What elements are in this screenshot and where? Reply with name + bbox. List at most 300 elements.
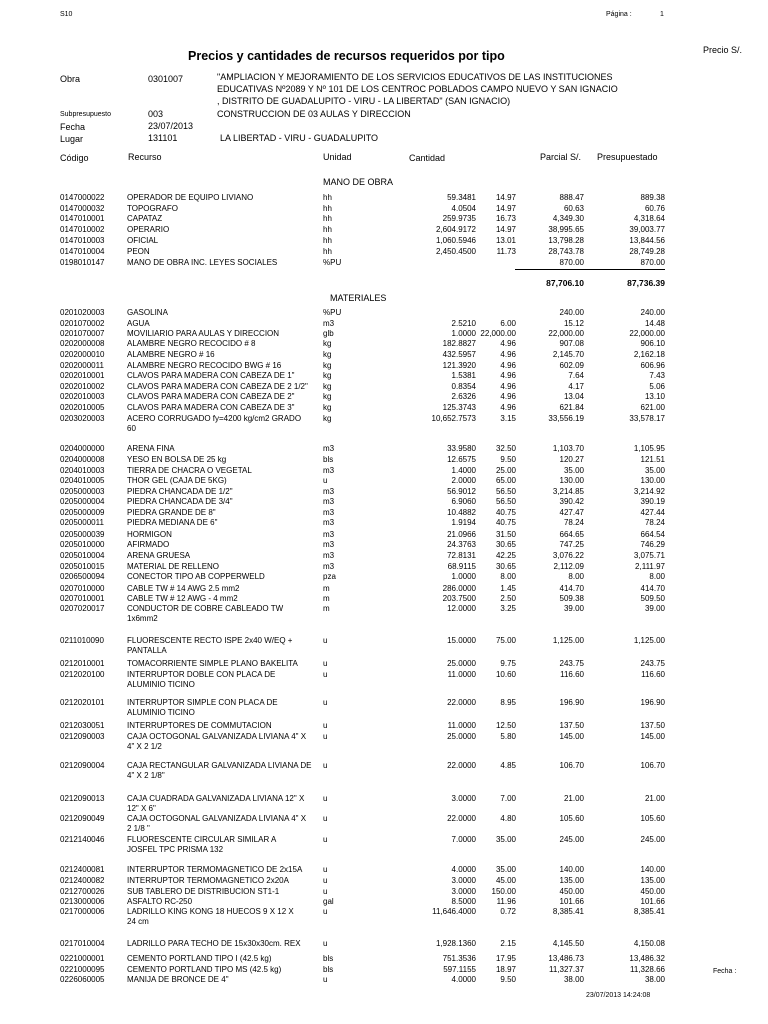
resource-unit: u <box>323 659 328 668</box>
resource-partial: 13,486.73 <box>548 954 584 963</box>
resource-quantity: 2,604.9172 <box>435 225 476 234</box>
resource-quantity: 1,060.5946 <box>435 236 476 245</box>
mano-obra-total-partial: 87,706.10 <box>546 278 584 288</box>
resource-price: 150.00 <box>491 887 516 896</box>
resource-code: 0207010000 <box>60 584 105 593</box>
resource-price: 3.25 <box>500 604 516 613</box>
resource-partial: 28,743.78 <box>548 247 584 256</box>
resource-code: 0205010004 <box>60 551 105 560</box>
resource-quantity: 11.0000 <box>447 670 476 679</box>
resource-budgeted: 35.00 <box>644 466 665 475</box>
lugar-desc: LA LIBERTAD - VIRU - GUADALUPITO <box>220 133 379 143</box>
resource-partial: 243.75 <box>559 659 584 668</box>
resource-description: FLUORESCENTE RECTO ISPE 2x40 W/EQ + <box>127 636 293 645</box>
resource-unit: u <box>323 761 328 770</box>
resource-code: 0201020003 <box>60 308 105 317</box>
resource-quantity: 1.0000 <box>451 572 476 581</box>
resource-price: 3.15 <box>500 414 516 423</box>
resource-unit: m3 <box>323 319 335 328</box>
resource-partial: 390.42 <box>559 497 584 506</box>
resource-partial: 4.17 <box>568 382 584 391</box>
resource-unit: hh <box>323 204 332 213</box>
resource-description: OPERARIO <box>127 225 170 234</box>
resource-quantity: 33.9580 <box>447 444 476 453</box>
resource-unit: hh <box>323 236 332 245</box>
system-code: S10 <box>60 11 73 18</box>
resource-code: 0147010002 <box>60 225 105 234</box>
resource-budgeted: 101.66 <box>640 897 665 906</box>
resource-budgeted: 427.44 <box>640 508 665 517</box>
resource-unit: kg <box>323 392 332 401</box>
resource-description: SUB TABLERO DE DISTRIBUCION ST1-1 <box>127 887 280 896</box>
resource-code: 0213000006 <box>60 897 105 906</box>
resource-partial: 245.00 <box>559 835 584 844</box>
resource-description: GASOLINA <box>127 308 168 317</box>
resource-description: CABLE TW # 14 AWG 2.5 mm2 <box>127 584 240 593</box>
resource-description: CLAVOS PARA MADERA CON CABEZA DE 2 1/2" <box>127 382 308 391</box>
resource-budgeted: 28,749.28 <box>629 247 665 256</box>
resource-description: ALAMBRE NEGRO RECOCIDO BWG # 16 <box>127 361 282 370</box>
resource-description: PIEDRA CHANCADA DE 1/2" <box>127 487 233 496</box>
resource-description: TOPOGRAFO <box>127 204 178 213</box>
resource-price: 14.97 <box>495 204 516 213</box>
resource-code: 0147000022 <box>60 193 105 202</box>
resource-code: 0212020100 <box>60 670 105 679</box>
resource-partial: 1,103.70 <box>552 444 584 453</box>
resource-price: 42.25 <box>495 551 516 560</box>
resource-unit: u <box>323 835 328 844</box>
resource-partial: 120.27 <box>559 455 584 464</box>
resource-partial: 3,076.22 <box>552 551 584 560</box>
resource-partial: 137.50 <box>559 721 584 730</box>
resource-description: TIERRA DE CHACRA O VEGETAL <box>127 466 252 475</box>
resource-price: 7.00 <box>500 794 516 803</box>
resource-price: 6.00 <box>500 319 516 328</box>
resource-description: ASFALTO RC-250 <box>127 897 193 906</box>
resource-quantity: 125.3743 <box>442 403 476 412</box>
resource-quantity: 72.8131 <box>447 551 476 560</box>
resource-partial: 602.09 <box>559 361 584 370</box>
resource-partial: 2,145.70 <box>552 350 584 359</box>
resource-quantity: 182.8827 <box>442 339 476 348</box>
resource-description: CAJA OCTOGONAL GALVANIZADA LIVIANA 4" X <box>127 732 307 741</box>
resource-budgeted: 140.00 <box>640 865 665 874</box>
resource-description-continued: ALUMINIO TICINO <box>127 708 195 717</box>
resource-unit: %PU <box>323 308 342 317</box>
resource-quantity: 12.6575 <box>447 455 476 464</box>
resource-description-continued: ALUMINIO TICINO <box>127 680 195 689</box>
resource-partial: 130.00 <box>559 476 584 485</box>
resource-description: INTERRUPTOR TERMOMAGNETICO DE 2x15A <box>127 865 303 874</box>
resource-quantity: 2,450.4500 <box>435 247 476 256</box>
resource-budgeted: 33,578.17 <box>629 414 665 423</box>
resource-partial: 870.00 <box>559 258 584 267</box>
resource-description: ALAMBRE NEGRO # 16 <box>127 350 215 359</box>
col-cantidad: Cantidad <box>409 153 446 163</box>
resource-unit: u <box>323 794 328 803</box>
resource-description: MOVILIARIO PARA AULAS Y DIRECCION <box>127 329 280 338</box>
resource-unit: u <box>323 907 328 916</box>
resource-quantity: 1.0000 <box>451 329 476 338</box>
resource-partial: 13,798.28 <box>548 236 584 245</box>
resource-unit: kg <box>323 414 332 423</box>
resource-code: 0203020003 <box>60 414 105 423</box>
resource-price: 4.85 <box>500 761 516 770</box>
resource-quantity: 0.8354 <box>451 382 476 391</box>
resource-description-continued: 2 1/8 " <box>127 824 150 833</box>
resource-code: 0212090003 <box>60 732 105 741</box>
resource-code: 0147010003 <box>60 236 105 245</box>
resource-quantity: 8.5000 <box>451 897 476 906</box>
resource-description: THOR GEL (CAJA DE 5KG) <box>127 476 227 485</box>
resource-budgeted: 78.24 <box>644 518 665 527</box>
resource-budgeted: 870.00 <box>640 258 665 267</box>
resource-unit: u <box>323 876 328 885</box>
resource-budgeted: 116.60 <box>641 670 665 679</box>
resource-budgeted: 13.10 <box>644 392 665 401</box>
resource-quantity: 286.0000 <box>442 584 476 593</box>
resource-description-continued: PANTALLA <box>127 646 167 655</box>
resource-unit: glb <box>323 329 334 338</box>
resource-unit: u <box>323 887 328 896</box>
resource-description: FLUORESCENTE CIRCULAR SIMILAR A <box>127 835 277 844</box>
resource-partial: 21.00 <box>563 794 584 803</box>
resource-unit: m3 <box>323 540 335 549</box>
resource-quantity: 1.9194 <box>451 518 476 527</box>
resource-quantity: 15.0000 <box>447 636 476 645</box>
resource-price: 5.80 <box>500 732 516 741</box>
obra-code: 0301007 <box>148 74 184 84</box>
resource-budgeted: 2,162.18 <box>633 350 665 359</box>
resource-price: 9.50 <box>500 455 516 464</box>
resource-quantity: 25.0000 <box>447 732 476 741</box>
resource-code: 0212030051 <box>60 721 105 730</box>
footer-fecha-label: Fecha : <box>713 968 737 975</box>
resource-description-continued: 4" X 2 1/8" <box>127 771 165 780</box>
resource-partial: 196.90 <box>559 698 584 707</box>
resource-unit: m3 <box>323 466 335 475</box>
resource-partial: 509.38 <box>559 594 584 603</box>
resource-budgeted: 11,328.66 <box>630 965 665 974</box>
resource-description-continued: 24 cm <box>127 917 149 926</box>
resource-partial: 106.70 <box>559 761 584 770</box>
resource-code: 0202000008 <box>60 339 105 348</box>
resource-budgeted: 245.00 <box>640 835 665 844</box>
resource-unit: u <box>323 636 328 645</box>
resource-price: 0.72 <box>500 907 516 916</box>
resource-quantity: 432.5957 <box>442 350 476 359</box>
resource-description: PIEDRA MEDIANA DE 6" <box>127 518 218 527</box>
fecha-value: 23/07/2013 <box>148 121 194 131</box>
resource-partial: 8,385.41 <box>552 907 584 916</box>
resource-price: 4.96 <box>500 339 516 348</box>
resource-code: 0204010003 <box>60 466 105 475</box>
resource-description-continued: 12" X 6" <box>127 804 156 813</box>
resource-price: 31.50 <box>495 530 516 539</box>
resource-partial: 907.08 <box>559 339 584 348</box>
resource-partial: 116.60 <box>560 670 584 679</box>
resource-description: CAJA CUADRADA GALVANIZADA LIVIANA 12" X <box>127 794 305 803</box>
resource-budgeted: 746.29 <box>640 540 665 549</box>
resource-partial: 101.66 <box>559 897 584 906</box>
resource-code: 0147010001 <box>60 214 105 223</box>
obra-desc-1: "AMPLIACION Y MEJORAMIENTO DE LOS SERVICIOS EDUCATIVOS DE LAS INSTITUCIONES <box>217 72 613 82</box>
fecha-label: Fecha <box>60 122 86 132</box>
resource-partial: 38.00 <box>563 975 584 984</box>
resource-quantity: 24.3763 <box>447 540 476 549</box>
resource-quantity: 2.5210 <box>451 319 476 328</box>
resource-partial: 427.47 <box>559 508 584 517</box>
resource-price: 4.96 <box>500 361 516 370</box>
resource-price: 40.75 <box>495 508 516 517</box>
resource-code: 0202000011 <box>60 361 104 370</box>
resource-description: CEMENTO PORTLAND TIPO I (42.5 kg) <box>127 954 272 963</box>
resource-description: INTERRUPTOR DOBLE CON PLACA DE <box>127 670 276 679</box>
resource-quantity: 2.6326 <box>451 392 476 401</box>
resource-price: 2.50 <box>500 594 516 603</box>
resource-description: CLAVOS PARA MADERA CON CABEZA DE 3" <box>127 403 295 412</box>
resource-budgeted: 105.60 <box>640 814 665 823</box>
resource-price: 56.50 <box>495 497 516 506</box>
resource-code: 0202010003 <box>60 392 105 401</box>
resource-unit: m3 <box>323 562 335 571</box>
resource-code: 0205000039 <box>60 530 105 539</box>
resource-quantity: 12.0000 <box>447 604 476 613</box>
resource-unit: pza <box>323 572 336 581</box>
resource-partial: 450.00 <box>559 887 584 896</box>
resource-partial: 240.00 <box>559 308 584 317</box>
col-presupuestado: Presupuestado <box>597 152 658 162</box>
resource-quantity: 259.9735 <box>442 214 476 223</box>
resource-budgeted: 664.54 <box>640 530 665 539</box>
subpresupuesto-code: 003 <box>148 109 164 119</box>
resource-partial: 7.64 <box>568 371 584 380</box>
resource-quantity: 2.0000 <box>451 476 476 485</box>
resource-budgeted: 1,125.00 <box>633 636 665 645</box>
resource-partial: 33,556.19 <box>548 414 584 423</box>
resource-price: 16.73 <box>495 214 516 223</box>
resource-description-continued: 60 <box>127 424 136 433</box>
resource-budgeted: 606.96 <box>640 361 665 370</box>
resource-unit: kg <box>323 361 332 370</box>
resource-unit: m3 <box>323 551 335 560</box>
resource-description: ARENA GRUESA <box>127 551 191 560</box>
resource-code: 0204000008 <box>60 455 105 464</box>
resource-price: 4.96 <box>500 382 516 391</box>
resource-price: 17.95 <box>495 954 516 963</box>
resource-price: 8.95 <box>500 698 516 707</box>
resource-partial: 15.12 <box>563 319 584 328</box>
resource-unit: hh <box>323 225 332 234</box>
resource-budgeted: 4,150.08 <box>633 939 665 948</box>
resource-budgeted: 14.48 <box>644 319 665 328</box>
resource-description: CLAVOS PARA MADERA CON CABEZA DE 1" <box>127 371 295 380</box>
resource-budgeted: 906.10 <box>640 339 665 348</box>
col-codigo: Código <box>60 153 89 163</box>
resource-description: LADRILLO PARA TECHO DE 15x30x30cm. REX <box>127 939 301 948</box>
col-unidad: Unidad <box>323 152 352 162</box>
resource-partial: 664.65 <box>559 530 584 539</box>
resource-price: 4.80 <box>500 814 516 823</box>
resource-price: 2.15 <box>500 939 516 948</box>
resource-budgeted: 243.75 <box>640 659 665 668</box>
resource-budgeted: 39,003.77 <box>629 225 665 234</box>
footer-timestamp: 23/07/2013 14:24:08 <box>586 992 651 999</box>
resource-price: 18.97 <box>495 965 516 974</box>
resource-quantity: 22.0000 <box>447 761 476 770</box>
resource-description: MATERIAL DE RELLENO <box>127 562 220 571</box>
resource-unit: m <box>323 594 330 603</box>
resource-price: 75.00 <box>495 636 516 645</box>
resource-code: 0201070007 <box>60 329 105 338</box>
resource-price: 45.00 <box>495 876 516 885</box>
resource-code: 0226060005 <box>60 975 105 984</box>
resource-unit: kg <box>323 339 332 348</box>
resource-unit: kg <box>323 382 332 391</box>
resource-description: ACERO CORRUGADO fy=4200 kg/cm2 GRADO <box>127 414 302 423</box>
resource-quantity: 3.0000 <box>451 887 476 896</box>
resource-partial: 3,214.85 <box>552 487 584 496</box>
resource-description: HORMIGON <box>127 530 172 539</box>
resource-unit: m3 <box>323 508 335 517</box>
resource-partial: 8.00 <box>568 572 584 581</box>
resource-budgeted: 1,105.95 <box>633 444 665 453</box>
resource-quantity: 25.0000 <box>447 659 476 668</box>
resource-partial: 140.00 <box>559 865 584 874</box>
obra-desc-3: , DISTRITO DE GUADALUPITO - VIRU - LA LIBERTAD" (SAN IGNACIO) <box>217 96 511 106</box>
resource-unit: u <box>323 670 328 679</box>
resource-description: CAJA OCTOGONAL GALVANIZADA LIVIANA 4" X <box>127 814 307 823</box>
resource-quantity: 1.4000 <box>451 466 476 475</box>
resource-quantity: 1,928.1360 <box>435 939 476 948</box>
resource-partial: 888.47 <box>559 193 584 202</box>
resource-budgeted: 137.50 <box>640 721 665 730</box>
resource-quantity: 4.0000 <box>451 975 476 984</box>
resource-code: 0205000011 <box>60 518 104 527</box>
resource-code: 0212090049 <box>60 814 105 823</box>
resource-partial: 145.00 <box>559 732 584 741</box>
resource-code: 0205010015 <box>60 562 105 571</box>
resource-unit: gal <box>323 897 334 906</box>
resource-quantity: 11,646.4000 <box>432 907 476 916</box>
resource-partial: 4,349.30 <box>552 214 584 223</box>
resource-partial: 13.04 <box>563 392 584 401</box>
resource-quantity: 56.9012 <box>447 487 476 496</box>
resource-budgeted: 4,318.64 <box>633 214 665 223</box>
resource-unit: u <box>323 476 328 485</box>
resource-unit: m3 <box>323 444 335 453</box>
resource-budgeted: 8,385.41 <box>633 907 665 916</box>
resource-description: INTERRUPTOR TERMOMAGNETICO 2x20A <box>127 876 289 885</box>
resource-unit: m3 <box>323 518 335 527</box>
resource-description-continued: 4" X 2 1/2 <box>127 742 162 751</box>
resource-description: CONDUCTOR DE COBRE CABLEADO TW <box>127 604 284 613</box>
resource-partial: 11,327.37 <box>549 965 584 974</box>
resource-unit: hh <box>323 193 332 202</box>
resource-price: 30.65 <box>495 540 516 549</box>
subpresupuesto-label: Subpresupuesto <box>60 111 111 118</box>
resource-partial: 60.63 <box>563 204 584 213</box>
resource-price: 4.96 <box>500 371 516 380</box>
resource-price: 13.01 <box>495 236 516 245</box>
resource-quantity: 11.0000 <box>447 721 476 730</box>
resource-quantity: 751.3536 <box>442 954 476 963</box>
resource-partial: 2,112.09 <box>553 562 584 571</box>
resource-budgeted: 38.00 <box>644 975 665 984</box>
subpresupuesto-desc: CONSTRUCCION DE 03 AULAS Y DIRECCION <box>217 109 411 119</box>
resource-code: 0147010004 <box>60 247 105 256</box>
resource-description: MANIJA DE BRONCE DE 4" <box>127 975 229 984</box>
resource-price: 40.75 <box>495 518 516 527</box>
resource-price: 30.65 <box>495 562 516 571</box>
resource-code: 0198010147 <box>60 258 105 267</box>
resource-unit: u <box>323 698 328 707</box>
resource-budgeted: 2,111.97 <box>635 562 665 571</box>
mano-obra-total-budget: 87,736.39 <box>627 278 665 288</box>
resource-code: 0147000032 <box>60 204 105 213</box>
resource-unit: m3 <box>323 497 335 506</box>
resource-partial: 22,000.00 <box>548 329 584 338</box>
page-title: Precios y cantidades de recursos requeridos por tipo <box>188 49 505 63</box>
resource-budgeted: 60.76 <box>644 204 665 213</box>
resource-description: ARENA FINA <box>127 444 175 453</box>
resource-quantity: 203.7500 <box>442 594 476 603</box>
col-recurso: Recurso <box>128 152 162 162</box>
resource-price: 4.96 <box>500 403 516 412</box>
resource-code: 0212700026 <box>60 887 105 896</box>
resource-code: 0212400081 <box>60 865 105 874</box>
lugar-code: 131101 <box>148 133 178 143</box>
resource-description: PIEDRA CHANCADA DE 3/4" <box>127 497 233 506</box>
resource-code: 0217010004 <box>60 939 105 948</box>
obra-label: Obra <box>60 74 81 84</box>
resource-description: AGUA <box>127 319 150 328</box>
resource-description: LADRILLO KING KONG 18 HUECOS 9 X 12 X <box>127 907 294 916</box>
resource-price: 10.60 <box>495 670 516 679</box>
resource-partial: 414.70 <box>559 584 584 593</box>
lugar-label: Lugar <box>60 134 84 144</box>
resource-code: 0212010001 <box>60 659 105 668</box>
resource-budgeted: 8.00 <box>649 572 665 581</box>
resource-quantity: 4.0000 <box>451 865 476 874</box>
resource-price: 14.97 <box>495 193 516 202</box>
resource-budgeted: 889.38 <box>640 193 665 202</box>
resource-unit: kg <box>323 371 332 380</box>
resource-code: 0202010001 <box>60 371 105 380</box>
resource-partial: 38,995.65 <box>548 225 584 234</box>
resource-code: 0205000004 <box>60 497 105 506</box>
resource-description: CLAVOS PARA MADERA CON CABEZA DE 2" <box>127 392 295 401</box>
resource-partial: 1,125.00 <box>552 636 584 645</box>
resource-code: 0212090013 <box>60 794 105 803</box>
resource-budgeted: 3,214.92 <box>633 487 665 496</box>
resource-description: CAPATAZ <box>127 214 163 223</box>
col-parcial: Parcial S/. <box>540 152 582 162</box>
resource-price: 12.50 <box>495 721 516 730</box>
resource-unit: m3 <box>323 487 335 496</box>
resource-budgeted: 13,486.32 <box>629 954 665 963</box>
resource-partial: 35.00 <box>563 466 584 475</box>
resource-budgeted: 145.00 <box>640 732 665 741</box>
resource-price: 4.96 <box>500 350 516 359</box>
resource-quantity: 21.0966 <box>447 530 476 539</box>
resource-price: 11.73 <box>496 247 516 256</box>
section-materiales: MATERIALES <box>330 293 387 303</box>
resource-quantity: 6.9060 <box>451 497 476 506</box>
resource-partial: 135.00 <box>559 876 584 885</box>
page-label: Página : <box>606 11 632 18</box>
resource-code: 0202000010 <box>60 350 105 359</box>
